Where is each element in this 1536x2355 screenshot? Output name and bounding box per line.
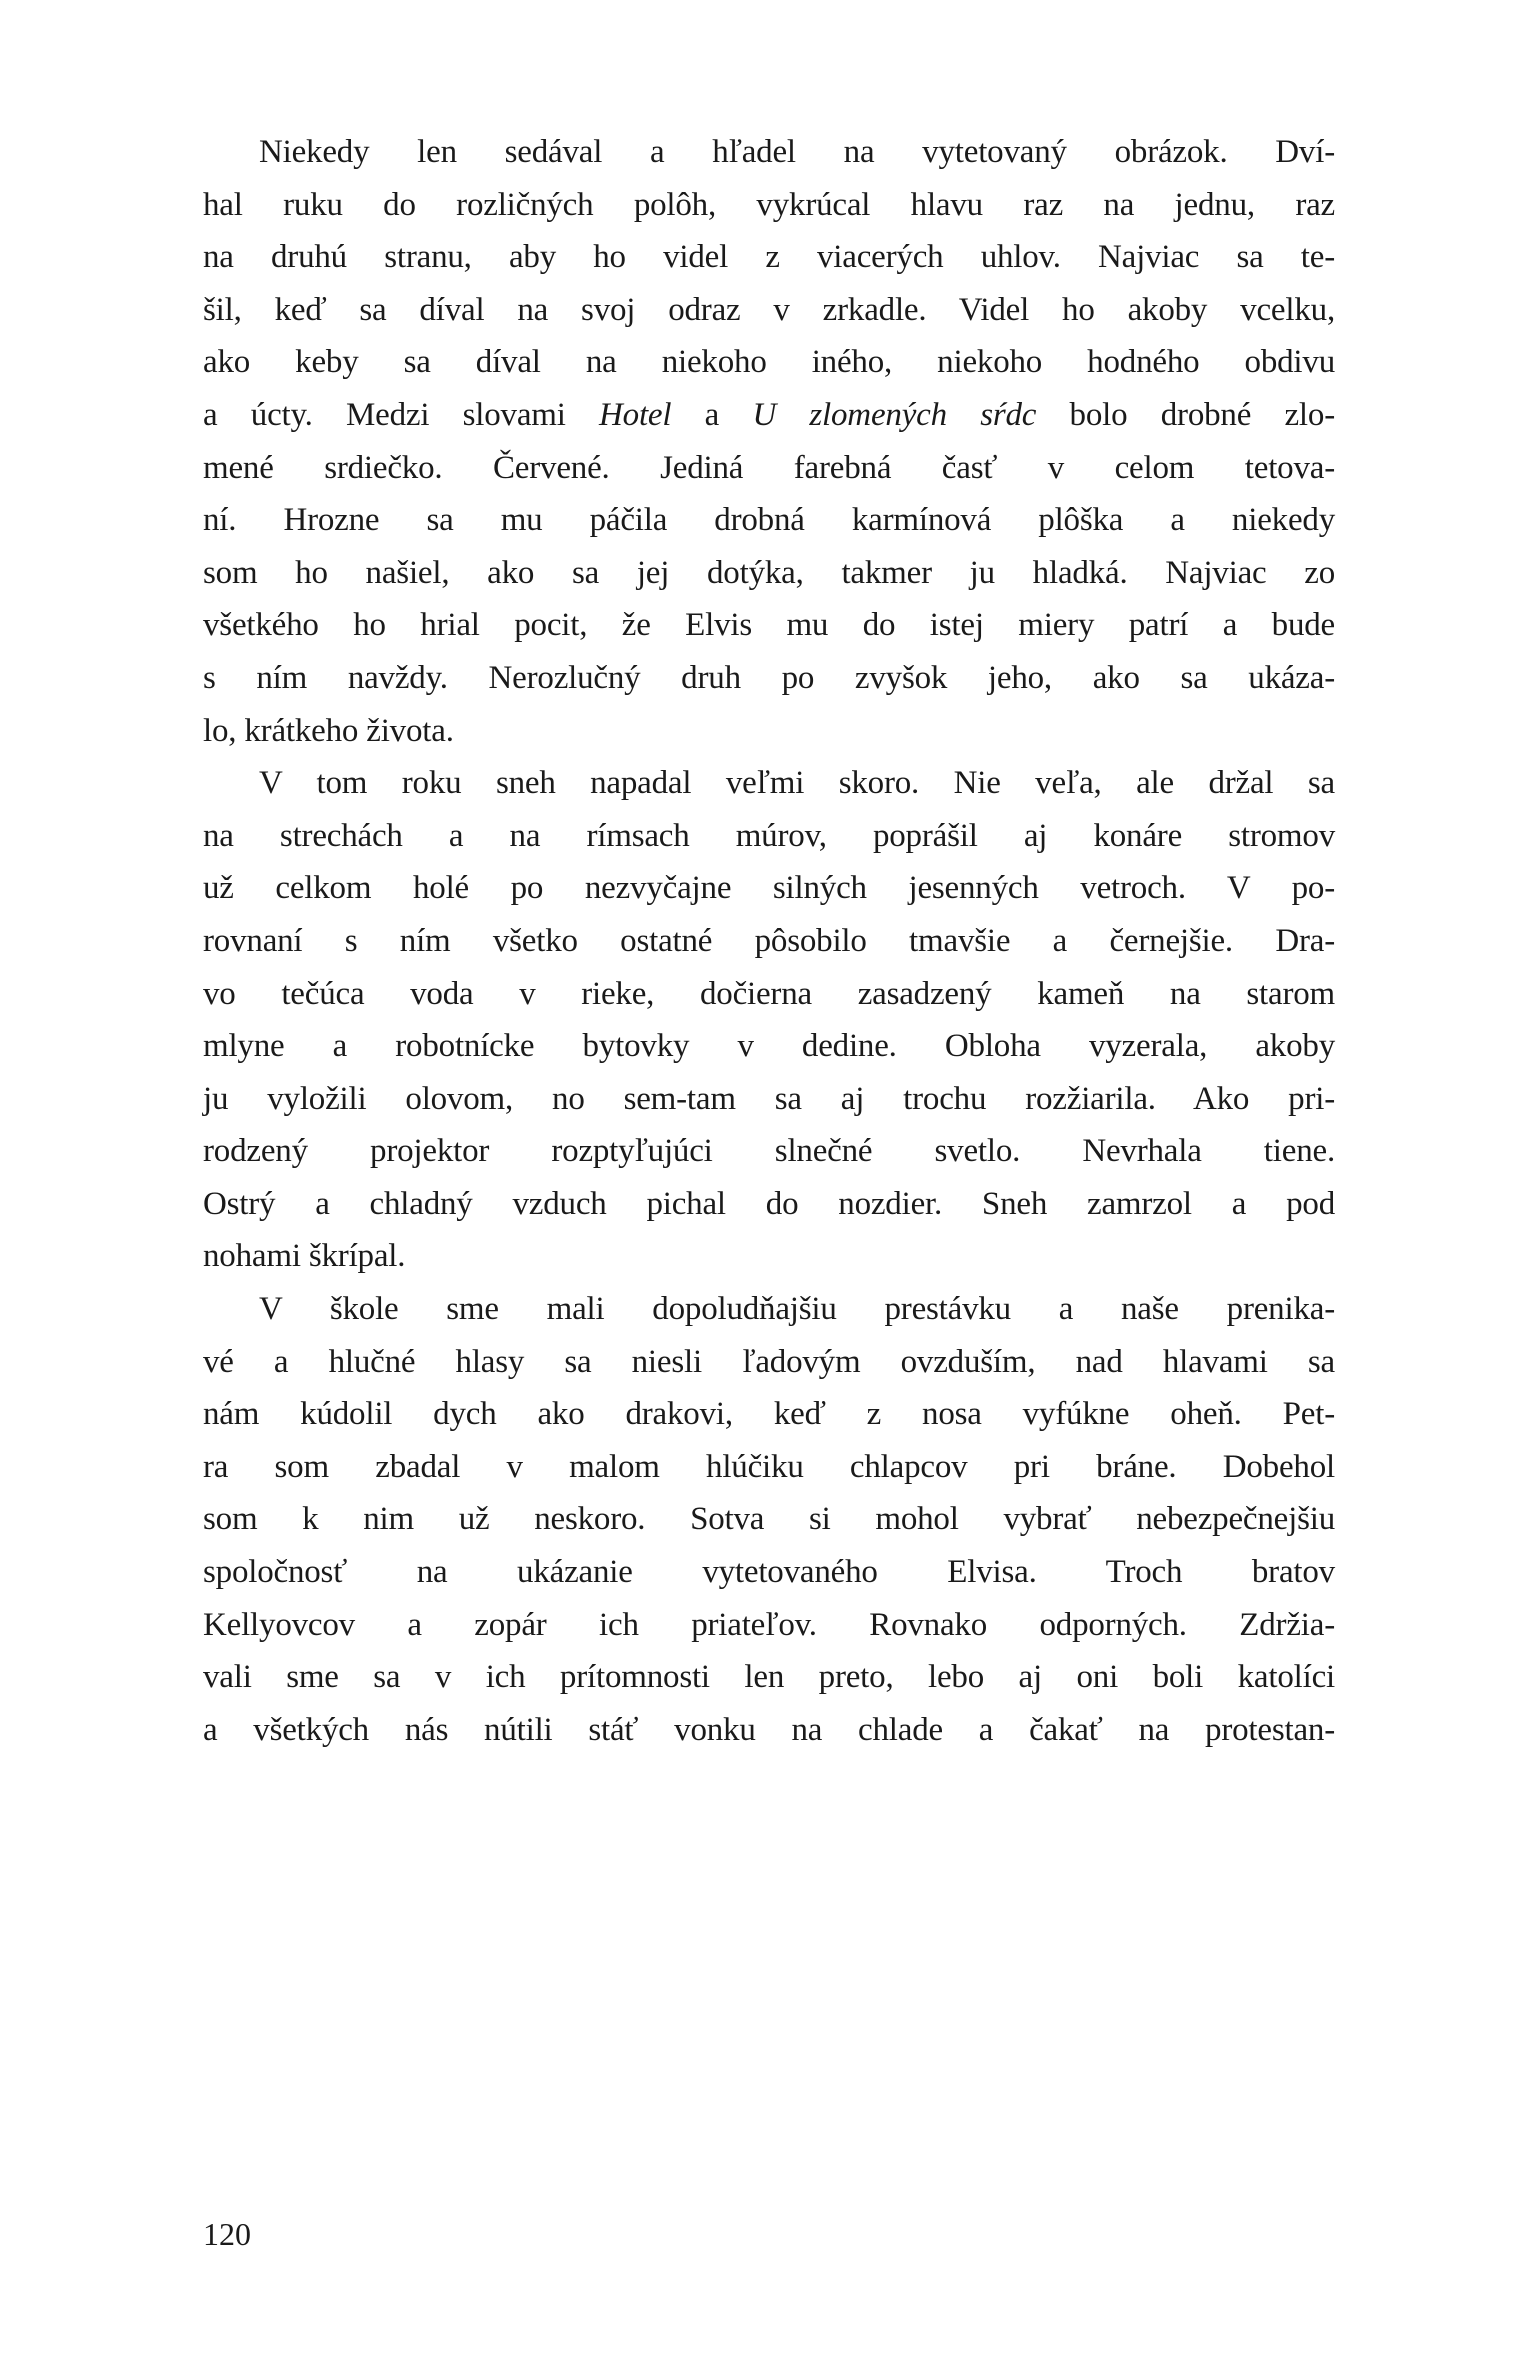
text-line: som k nim už neskoro. Sotva si mohol vybrať nebezpečnejšiu — [203, 1501, 1335, 1538]
text-line: ra som zbadal v malom hlúčiku chlapcov pri bráne. Dobehol — [203, 1448, 1335, 1485]
text-line: rodzený projektor rozptyľujúci slnečné svetlo. Nevrhala tiene. — [203, 1133, 1335, 1170]
text-line: V tom roku sneh napadal veľmi skoro. Nie veľa, ale držal sa — [259, 765, 1335, 802]
text-line: už celkom holé po nezvyčajne silných jesenných vetroch. V po- — [203, 870, 1335, 907]
text-run: bolo drobné zlo- — [1036, 396, 1335, 433]
italic-title-u-zlomenych-srdc: U zlomených sŕdc — [752, 396, 1037, 433]
text-line: Ostrý a chladný vzduch pichal do nozdier. Sneh zamrzol a pod — [203, 1185, 1335, 1222]
text-line: nohami škrípal. — [203, 1238, 406, 1275]
text-line: s ním navždy. Nerozlučný druh po zvyšok jeho, ako sa ukáza- — [203, 659, 1335, 696]
body-text — [203, 126, 1335, 1756]
text-run: a — [671, 396, 753, 433]
text-line: nám kúdolil dych ako drakovi, keď z nosa vyfúkne oheň. Pet- — [203, 1396, 1335, 1433]
text-line: Niekedy len sedával a hľadel na vytetovaný obrázok. Dví- — [259, 134, 1335, 170]
text-line: vali sme sa v ich prítomnosti len preto, lebo aj oni boli katolíci — [203, 1659, 1335, 1696]
text-line: ju vyložili olovom, no sem-tam sa aj trochu rozžiarila. Ako pri- — [203, 1080, 1335, 1117]
paragraph — [203, 126, 1335, 757]
text-line: ní. Hrozne sa mu páčila drobná karmínová plôška a niekedy — [203, 502, 1335, 539]
text-line: mlyne a robotnícke bytovky v dedine. Obloha vyzerala, akoby — [203, 1028, 1335, 1065]
text-line: mené srdiečko. Červené. Jediná farebná časť v celom tetova- — [203, 449, 1335, 486]
italic-title-hotel: Hotel — [599, 396, 672, 433]
text-line: ako keby sa díval na niekoho iného, niekoho hodného obdivu — [203, 344, 1335, 381]
text-line: šil, keď sa díval na svoj odraz v zrkadle. Videl ho akoby vcelku, — [203, 291, 1335, 328]
text-line: vé a hlučné hlasy sa niesli ľadovým ovzduším, nad hlavami sa — [203, 1343, 1335, 1380]
text-run: a úcty. Medzi slovami — [203, 396, 600, 433]
text-line: vo tečúca voda v rieke, dočierna zasadzený kameň na starom — [203, 975, 1335, 1012]
paragraph — [203, 757, 1335, 1283]
text-line: Kellyovcov a zopár ich priateľov. Rovnako odporných. Zdržia- — [203, 1606, 1335, 1643]
text-line: a všetkých nás nútili stáť vonku na chlade a čakať na protestan- — [203, 1711, 1335, 1748]
text-line: lo, krátkeho života. — [203, 712, 454, 749]
text-line: spoločnosť na ukázanie vytetovaného Elvisa. Troch bratov — [203, 1554, 1335, 1591]
text-line: V škole sme mali dopoludňajšiu prestávku a naše prenika- — [259, 1291, 1335, 1328]
text-line: na strechách a na rímsach múrov, poprášil aj konáre stromov — [203, 817, 1335, 854]
text-line — [203, 389, 1335, 442]
text-line: všetkého ho hrial pocit, že Elvis mu do istej miery patrí a bude — [203, 607, 1335, 644]
text-line: na druhú stranu, aby ho videl z viacerých uhlov. Najviac sa te- — [203, 239, 1335, 276]
text-line: rovnaní s ním všetko ostatné pôsobilo tmavšie a černejšie. Dra- — [203, 922, 1335, 959]
page-number: 120 — [203, 2216, 251, 2252]
paragraph — [203, 1283, 1335, 1756]
text-line: hal ruku do rozličných polôh, vykrúcal hlavu raz na jednu, raz — [203, 186, 1335, 223]
text-line: som ho našiel, ako sa jej dotýka, takmer ju hladká. Najviac zo — [203, 554, 1335, 591]
